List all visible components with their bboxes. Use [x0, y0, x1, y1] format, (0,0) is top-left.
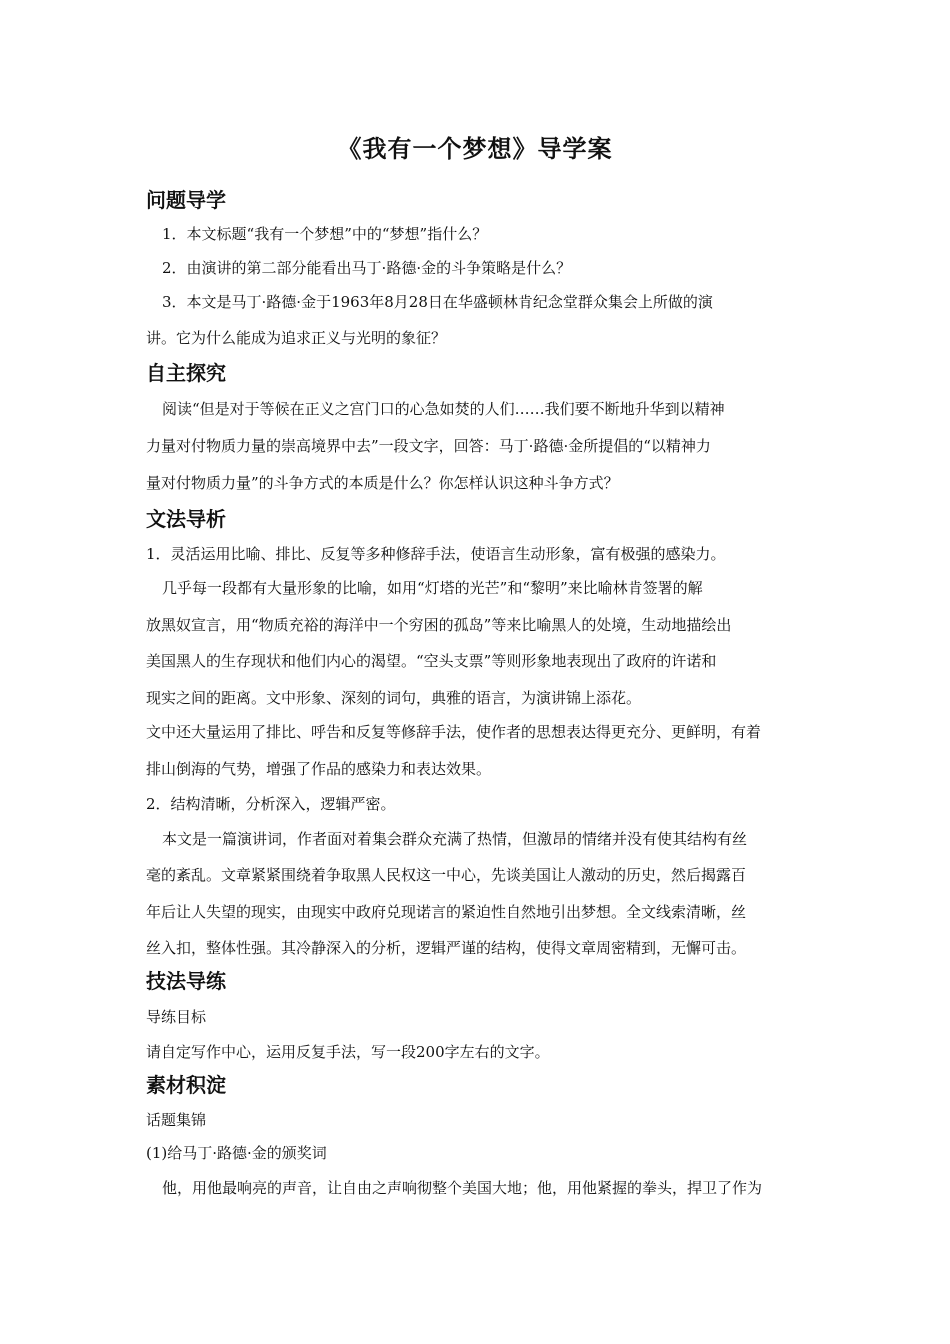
section-heading-problem-guide: 问题导学 [146, 188, 226, 212]
analysis-para-1-line-1: 几乎每一段都有大量形象的比喻，如用“灯塔的光芒”和“黎明”来比喻林肯签署的解 [162, 579, 703, 597]
analysis-para-3-line-3: 年后让人失望的现实，由现实中政府兑现诺言的紧迫性自然地引出梦想。全文线索清晰，丝 [146, 903, 747, 921]
analysis-para-3-line-2: 毫的紊乱。文章紧紧围绕着争取黑人民权这一中心，先谈美国让人激动的历史，然后揭露百 [146, 866, 747, 884]
analysis-point-1: 1．灵活运用比喻、排比、反复等多种修辞手法，使语言生动形象，富有极强的感染力。 [146, 545, 726, 563]
analysis-para-3-line-1: 本文是一篇演讲词，作者面对着集会群众充满了热情，但激昂的情绪并没有使其结构有丝 [162, 830, 748, 848]
document-title: 《我有一个梦想》导学案 [337, 135, 613, 163]
practice-task: 请自定写作中心，运用反复手法，写一段200字左右的文字。 [146, 1043, 550, 1061]
self-study-line-1: 阅读“但是对于等候在正义之宫门口的心急如焚的人们……我们要不断地升华到以精神 [162, 400, 725, 418]
question-2: 2．由演讲的第二部分能看出马丁·路德·金的斗争策略是什么？ [162, 259, 572, 277]
section-heading-writing-analysis: 文法导析 [146, 507, 226, 531]
topic-collection-label: 话题集锦 [146, 1111, 207, 1129]
question-3-line-2: 讲。它为什么能成为追求正义与光明的象征？ [146, 329, 447, 347]
analysis-para-2-line-1: 文中还大量运用了排比、呼告和反复等修辞手法，使作者的思想表达得更充分、更鲜明，有着 [146, 723, 762, 741]
section-heading-self-study: 自主探究 [146, 361, 226, 385]
question-1: 1．本文标题“我有一个梦想”中的“梦想”指什么？ [162, 225, 488, 243]
analysis-para-1-line-4: 现实之间的距离。文中形象、深刻的词句，典雅的语言，为演讲锦上添花。 [146, 689, 642, 707]
self-study-line-2: 力量对付物质力量的崇高境界中去”一段文字，回答：马丁·路德·金所提倡的“以精神力 [146, 437, 711, 455]
analysis-para-2-line-2: 排山倒海的气势，增强了作品的感染力和表达效果。 [146, 760, 492, 778]
self-study-line-3: 量对付物质力量”的斗争方式的本质是什么？你怎样认识这种斗争方式？ [146, 474, 619, 492]
question-3-line-1: 3．本文是马丁·路德·金于1963年8月28日在华盛顿林肯纪念堂群众集会上所做的演 [162, 293, 713, 311]
section-heading-technique-practice: 技法导练 [146, 969, 226, 993]
analysis-para-1-line-2: 放黑奴宣言，用“物质充裕的海洋中一个穷困的孤岛”等来比喻黑人的处境，生动地描绘出 [146, 616, 732, 634]
section-heading-material-collection: 素材积淀 [146, 1073, 226, 1097]
analysis-para-3-line-4: 丝入扣，整体性强。其冷静深入的分析，逻辑严谨的结构，使得文章周密精到，无懈可击。 [146, 939, 747, 957]
material-text-line-1: 他，用他最响亮的声音，让自由之声响彻整个美国大地；他，用他紧握的拳头，捍卫了作为 [162, 1179, 763, 1197]
analysis-point-2: 2．结构清晰，分析深入，逻辑严密。 [146, 795, 396, 813]
practice-goal-label: 导练目标 [146, 1008, 207, 1026]
material-item-1: (1)给马丁·路德·金的颁奖词 [146, 1144, 327, 1162]
analysis-para-1-line-3: 美国黑人的生存现状和他们内心的渴望。“空头支票”等则形象地表现出了政府的许诺和 [146, 652, 717, 670]
